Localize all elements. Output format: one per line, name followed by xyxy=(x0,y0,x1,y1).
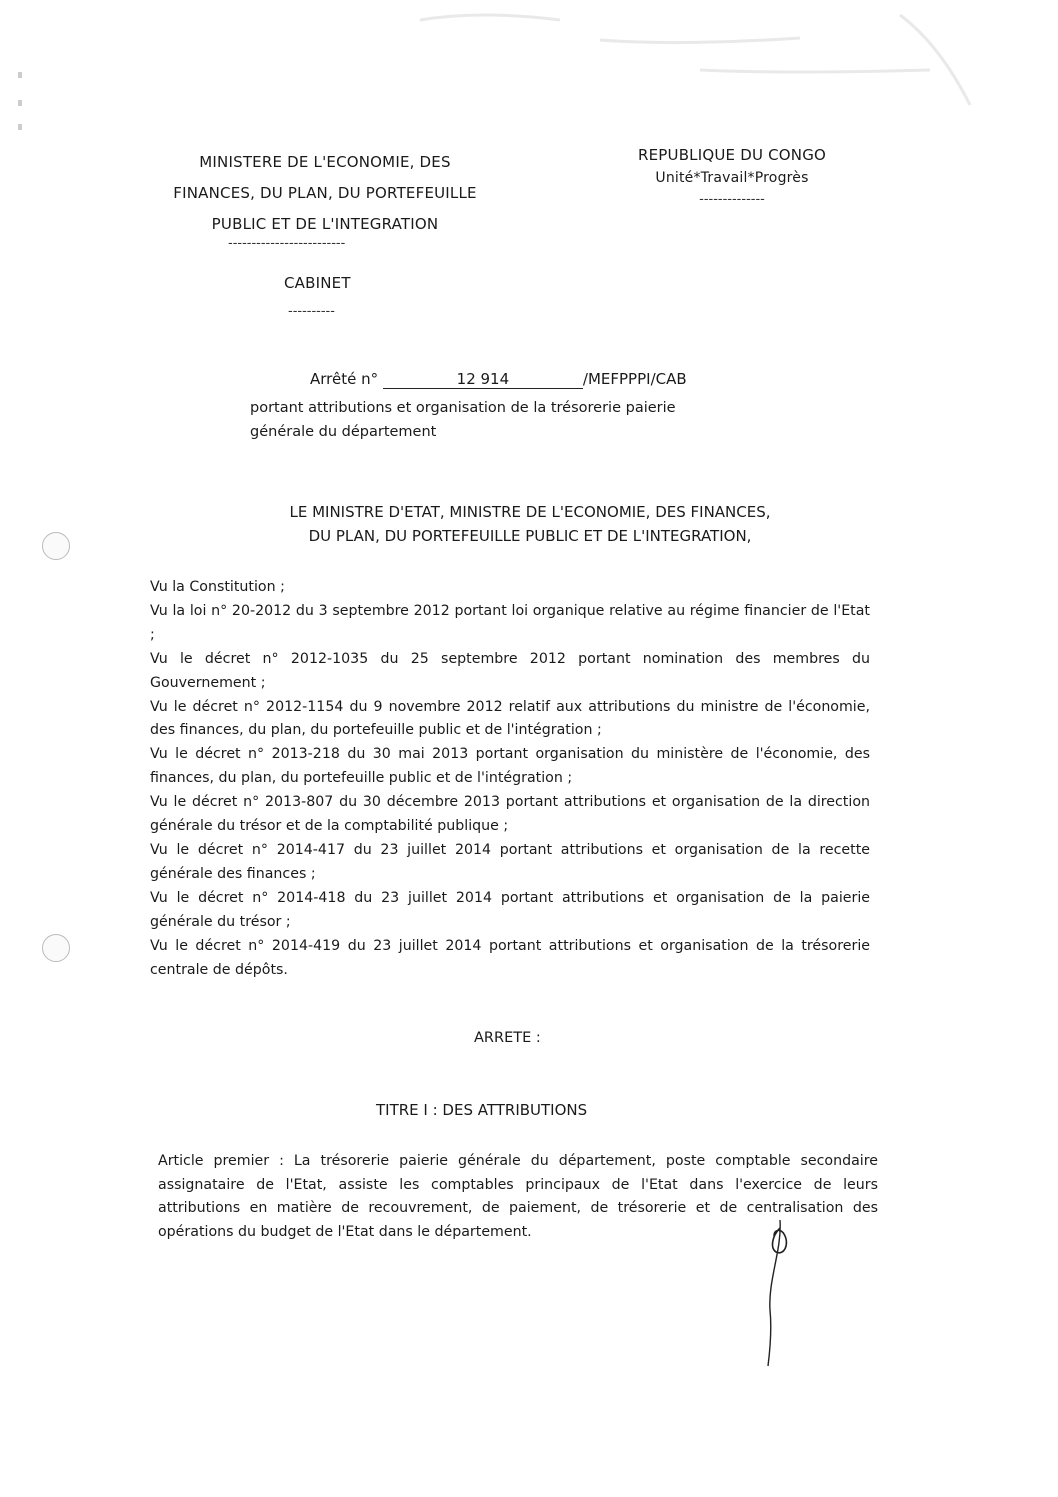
cabinet-separator: ---------- xyxy=(288,304,335,319)
republic-motto: Unité*Travail*Progrès xyxy=(655,170,809,186)
minister-title xyxy=(170,500,890,548)
visa-item: Vu la loi n° 20-2012 du 3 septembre 2012 portant loi organique relative au régime financier de l'Etat ; xyxy=(150,602,870,643)
visas-list xyxy=(150,576,870,982)
republic-name: REPUBLIQUE DU CONGO xyxy=(637,146,827,164)
scan-mark xyxy=(18,72,22,78)
article-text: La trésorerie paierie générale du département, poste comptable secondaire assignataire de l'Etat, assiste les comptables principaux de l'Etat dans l'exercice de leurs attributions en matière de recouvrement, de paiement, de trésorerie et de centralisation des opérations du budget de l'Etat dans le département. xyxy=(158,1153,878,1240)
visa-item: Vu le décret n° 2013-807 du 30 décembre 2013 portant attributions et organisation de la direction générale du trésor et de la comptabilité publique ; xyxy=(150,794,870,835)
ministry-line: PUBLIC ET DE L'INTEGRATION xyxy=(211,215,439,233)
republic-header xyxy=(612,146,852,207)
republic-separator: -------------- xyxy=(699,192,765,207)
visa-item: Vu le décret n° 2014-418 du 23 juillet 2014 portant attributions et organisation de la paierie générale du trésor ; xyxy=(150,889,870,930)
arrete-suffix: /MEFPPPI/CAB xyxy=(582,370,687,388)
minister-line: DU PLAN, DU PORTEFEUILLE PUBLIC ET DE L'INTEGRATION, xyxy=(308,527,752,545)
scan-mark xyxy=(18,124,22,130)
visa-item: Vu le décret n° 2014-417 du 23 juillet 2014 portant attributions et organisation de la recette générale des finances ; xyxy=(150,841,870,882)
ministry-separator: ------------------------- xyxy=(228,236,346,251)
scan-mark xyxy=(18,100,22,106)
titre-heading: TITRE I : DES ATTRIBUTIONS xyxy=(376,1101,588,1119)
visa-item: Vu le décret n° 2012-1035 du 25 septembre 2012 portant nomination des membres du Gouvernement ; xyxy=(150,650,870,691)
punch-hole xyxy=(42,934,70,962)
subject-line: générale du département xyxy=(250,424,437,440)
ministry-line: FINANCES, DU PLAN, DU PORTEFEUILLE xyxy=(173,184,477,202)
punch-hole xyxy=(42,532,70,560)
article-label: Article premier : xyxy=(158,1153,284,1169)
arrete-reference xyxy=(310,370,687,389)
arrete-heading: ARRETE : xyxy=(474,1030,541,1046)
ministry-line: MINISTERE DE L'ECONOMIE, DES xyxy=(199,153,451,171)
arrete-prefix: Arrêté n° xyxy=(310,370,379,388)
visa-item: Vu le décret n° 2012-1154 du 9 novembre 2012 relatif aux attributions du ministre de l'économie, des finances, du plan, du portefeuille public et de l'intégration ; xyxy=(150,698,870,739)
handwritten-initial xyxy=(750,1210,810,1370)
ministry-header xyxy=(130,147,520,240)
visa-item: Vu la Constitution ; xyxy=(150,579,285,595)
scan-bleed-artifact xyxy=(0,0,1058,120)
subject-line: portant attributions et organisation de la trésorerie paierie xyxy=(250,400,676,416)
visa-item: Vu le décret n° 2014-419 du 23 juillet 2014 portant attributions et organisation de la trésorerie centrale de dépôts. xyxy=(150,937,870,978)
arrete-subject xyxy=(250,396,676,444)
visa-item: Vu le décret n° 2013-218 du 30 mai 2013 portant organisation du ministère de l'économie, des finances, du plan, du portefeuille public et de l'intégration ; xyxy=(150,746,870,787)
arrete-number: 12 914 xyxy=(383,370,583,389)
minister-line: LE MINISTRE D'ETAT, MINISTRE DE L'ECONOMIE, DES FINANCES, xyxy=(289,503,771,521)
cabinet-label: CABINET xyxy=(284,274,351,292)
